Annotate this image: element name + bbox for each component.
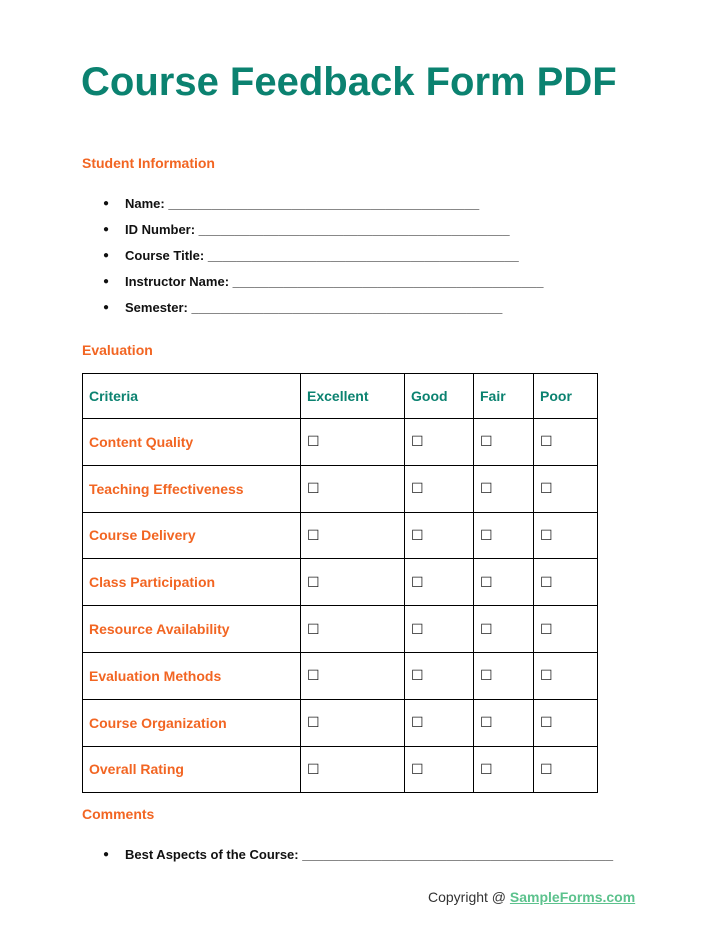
comments-list	[82, 847, 613, 873]
rating-checkbox[interactable]: ☐	[534, 746, 598, 793]
student-info-list	[82, 196, 544, 326]
rating-checkbox[interactable]: ☐	[474, 606, 534, 653]
column-header: Good	[405, 374, 474, 419]
table-row	[83, 419, 598, 466]
criteria-label: Course Delivery	[83, 512, 301, 559]
rating-checkbox[interactable]: ☐	[301, 512, 405, 559]
table-row	[83, 746, 598, 793]
field-id-number[interactable]: ● ID Number: ___________________________________________	[82, 222, 544, 248]
evaluation-table	[82, 373, 598, 793]
copyright	[428, 889, 635, 905]
field-semester[interactable]: ● Semester: ___________________________________________	[82, 300, 544, 326]
table-row	[83, 699, 598, 746]
rating-checkbox[interactable]: ☐	[474, 746, 534, 793]
rating-checkbox[interactable]: ☐	[301, 652, 405, 699]
student-info-heading: Student Information	[82, 155, 215, 171]
field-name[interactable]: ● Name: ___________________________________________	[82, 196, 544, 222]
column-header: Poor	[534, 374, 598, 419]
rating-checkbox[interactable]: ☐	[474, 559, 534, 606]
rating-checkbox[interactable]: ☐	[405, 419, 474, 466]
rating-checkbox[interactable]: ☐	[301, 465, 405, 512]
rating-checkbox[interactable]: ☐	[534, 465, 598, 512]
column-header: Fair	[474, 374, 534, 419]
brand-link[interactable]: SampleForms.com	[509, 889, 636, 905]
rating-checkbox[interactable]: ☐	[301, 606, 405, 653]
table-header-row	[83, 374, 598, 419]
rating-checkbox[interactable]: ☐	[405, 746, 474, 793]
field-best-aspects[interactable]: ● Best Aspects of the Course: ___________________________________________	[82, 847, 613, 873]
rating-checkbox[interactable]: ☐	[301, 559, 405, 606]
comments-heading: Comments	[82, 806, 155, 822]
field-course-title[interactable]: ● Course Title: ___________________________________________	[82, 248, 544, 274]
rating-checkbox[interactable]: ☐	[301, 699, 405, 746]
rating-checkbox[interactable]: ☐	[474, 512, 534, 559]
criteria-label: Overall Rating	[83, 746, 301, 793]
rating-checkbox[interactable]: ☐	[405, 465, 474, 512]
criteria-label: Content Quality	[83, 419, 301, 466]
field-instructor-name[interactable]: ● Instructor Name: ___________________________________________	[82, 274, 544, 300]
rating-checkbox[interactable]: ☐	[474, 419, 534, 466]
criteria-label: Course Organization	[83, 699, 301, 746]
criteria-label: Teaching Effectiveness	[83, 465, 301, 512]
rating-checkbox[interactable]: ☐	[534, 559, 598, 606]
page-title: Course Feedback Form PDF	[81, 60, 617, 104]
column-header: Criteria	[83, 374, 301, 419]
rating-checkbox[interactable]: ☐	[405, 559, 474, 606]
criteria-label: Class Participation	[83, 559, 301, 606]
copyright-text: Copyright @	[428, 889, 510, 905]
rating-checkbox[interactable]: ☐	[405, 652, 474, 699]
rating-checkbox[interactable]: ☐	[474, 465, 534, 512]
table-row	[83, 512, 598, 559]
rating-checkbox[interactable]: ☐	[534, 512, 598, 559]
rating-checkbox[interactable]: ☐	[405, 512, 474, 559]
rating-checkbox[interactable]: ☐	[534, 419, 598, 466]
rating-checkbox[interactable]: ☐	[301, 746, 405, 793]
table-row	[83, 606, 598, 653]
table-row	[83, 465, 598, 512]
criteria-label: Evaluation Methods	[83, 652, 301, 699]
criteria-label: Resource Availability	[83, 606, 301, 653]
rating-checkbox[interactable]: ☐	[405, 606, 474, 653]
rating-checkbox[interactable]: ☐	[405, 699, 474, 746]
column-header: Excellent	[301, 374, 405, 419]
rating-checkbox[interactable]: ☐	[474, 652, 534, 699]
rating-checkbox[interactable]: ☐	[474, 699, 534, 746]
evaluation-heading: Evaluation	[82, 342, 153, 358]
rating-checkbox[interactable]: ☐	[534, 652, 598, 699]
rating-checkbox[interactable]: ☐	[301, 419, 405, 466]
table-row	[83, 559, 598, 606]
rating-checkbox[interactable]: ☐	[534, 699, 598, 746]
table-row	[83, 652, 598, 699]
rating-checkbox[interactable]: ☐	[534, 606, 598, 653]
